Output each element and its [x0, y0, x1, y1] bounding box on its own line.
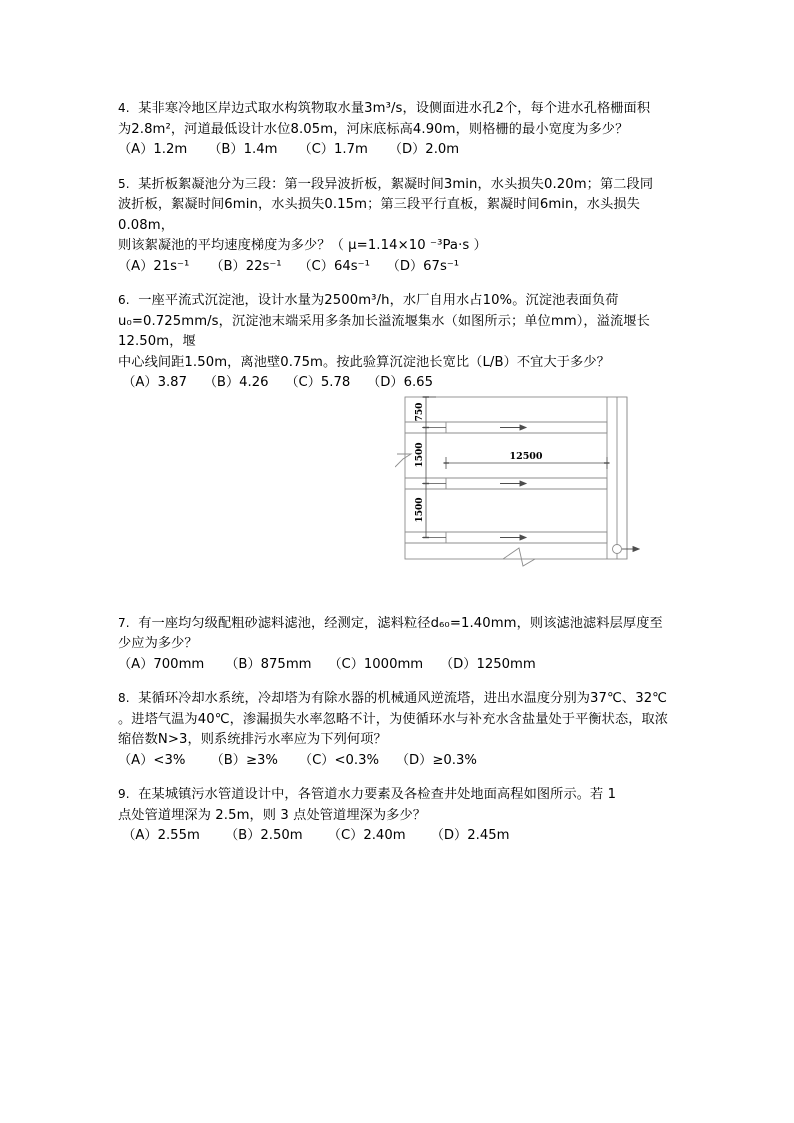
question-6-line-2: u₀=0.725mm/s，沉淀池末端采用多条加长溢流堰集水（如图所示；单位mm），溢流堰长12.50m，堰: [118, 313, 650, 349]
dim-1500-a: 1500: [415, 442, 425, 468]
question-4-text-1: 某非寒冷地区岸边式取水构筑物取水量3m³/s，设侧面进水孔2个，每个进水孔格栅面积: [138, 101, 651, 116]
option-d[interactable]: （D）6.65: [367, 375, 433, 390]
question-4-options: [118, 140, 690, 161]
option-c[interactable]: （C）2.40m: [327, 828, 406, 843]
question-6-line-3: 中心线间距1.50m，离池壁0.75m。按此验算沉淀池长宽比（L/B）不宜大于多少？: [118, 354, 610, 370]
dim-1500-b: 1500: [415, 497, 425, 523]
question-7-options: [118, 655, 690, 676]
question-9-options: [118, 826, 690, 847]
question-8-line-2: 。进塔气温为40℃，渗漏损失水率忽略不计，为使循环水与补充水含盐量处于平衡状态，取浓: [118, 711, 669, 727]
question-8-line-1: 8. 某循环冷却水系统，冷却塔为有除水器的机械通风逆流塔，进出水温度分别为37℃、32℃: [118, 691, 668, 706]
question-9: [118, 784, 690, 847]
option-b[interactable]: （B）4.26: [203, 375, 269, 390]
option-a[interactable]: （A）3.87: [122, 375, 187, 390]
question-5: [118, 174, 690, 278]
question-7-line-1: 7. 有一座均匀级配粗砂滤料滤池，经测定，滤料粒径d₆₀=1.40mm，则该滤池滤料层厚度至: [118, 615, 663, 631]
option-c[interactable]: （C）1000mm: [328, 656, 424, 672]
question-7: [118, 613, 690, 676]
option-b[interactable]: （B）875mm: [225, 656, 312, 672]
option-a[interactable]: （A）2.55m: [122, 828, 200, 843]
option-a[interactable]: （A）700mm: [118, 656, 205, 672]
option-c[interactable]: （C）64s⁻¹: [298, 258, 370, 274]
question-8-text-1: 某循环冷却水系统，冷却塔为有除水器的机械通风逆流塔，进出水温度分别为37℃、32℃: [138, 691, 668, 706]
dim-750: 750: [415, 402, 425, 422]
option-a[interactable]: （A）21s⁻¹: [118, 258, 190, 274]
option-c[interactable]: （C）1.7m: [298, 142, 368, 157]
question-4: [118, 98, 690, 161]
option-a[interactable]: （A）<3%: [118, 752, 186, 768]
question-9-text-1: 在某城镇污水管道设计中，各管道水力要素及各检查井处地面高程如图所示。若 1: [138, 787, 617, 802]
option-d[interactable]: （D）67s⁻¹: [386, 258, 460, 274]
option-a[interactable]: （A）1.2m: [118, 142, 188, 157]
question-6: [118, 290, 690, 394]
question-8: [118, 688, 690, 771]
question-5-line-1: 5. 某折板絮凝池分为三段：第一段异波折板，絮凝时间3min，水头损失0.20m；第二段同: [118, 176, 654, 192]
question-6-text-1: 一座平流式沉淀池，设计水量为2500m³/h，水厂自用水占10%。沉淀池表面负荷: [138, 293, 619, 308]
question-8-options: [118, 751, 690, 772]
option-c[interactable]: （C）<0.3%: [298, 752, 380, 768]
option-c[interactable]: （C）5.78: [285, 375, 351, 390]
option-d[interactable]: （D）1250mm: [439, 656, 536, 672]
option-b[interactable]: （B）≥3%: [210, 752, 278, 768]
question-6-line-1: 6. 一座平流式沉淀池，设计水量为2500m³/h，水厂自用水占10%。沉淀池表面负荷: [118, 293, 619, 308]
question-4-line-2: 为2.8m²，河道最低设计水位8.05m，河床底标高4.90m，则格栅的最小宽度为多少？: [118, 121, 629, 137]
question-9-line-2: 点处管道埋深为 2.5m，则 3 点处管道埋深为多少？: [118, 807, 427, 823]
question-5-line-3: 则该絮凝池的平均速度梯度为多少？（ μ=1.14×10 ⁻³Pa·s ）: [118, 238, 487, 253]
question-9-line-1: 9. 在某城镇污水管道设计中，各管道水力要素及各检查井处地面高程如图所示。若 1: [118, 787, 617, 802]
option-b[interactable]: （B）22s⁻¹: [210, 258, 282, 274]
question-4-line-1: 4. 某非寒冷地区岸边式取水构筑物取水量3m³/s，设侧面进水孔2个，每个进水孔格栅面积: [118, 101, 651, 116]
question-5-text-1: 某折板絮凝池分为三段：第一段异波折板，絮凝时间3min，水头损失0.20m；第二段同: [138, 176, 654, 192]
option-d[interactable]: （D）2.0m: [388, 142, 460, 157]
question-7-line-2: 少应为多少？: [118, 636, 198, 651]
sedimentation-tank-figure: [395, 383, 640, 583]
dim-12500: 12500: [509, 451, 543, 462]
question-7-text-1: 有一座均匀级配粗砂滤料滤池，经测定，滤料粒径d₆₀=1.40mm，则该滤池滤料层厚度至: [138, 615, 663, 631]
option-b[interactable]: （B）2.50m: [224, 828, 303, 843]
question-5-line-2: 波折板，絮凝时间6min，水头损失0.15m；第三段平行直板，絮凝时间6min，水头损失0.08m，: [118, 197, 640, 233]
option-d[interactable]: （D）2.45m: [430, 828, 510, 843]
question-5-options: [118, 257, 690, 278]
option-b[interactable]: （B）1.4m: [208, 142, 278, 157]
option-d[interactable]: （D）≥0.3%: [395, 752, 477, 768]
question-8-line-3: 缩倍数N>3，则系统排污水率应为下列何项？: [118, 732, 387, 747]
